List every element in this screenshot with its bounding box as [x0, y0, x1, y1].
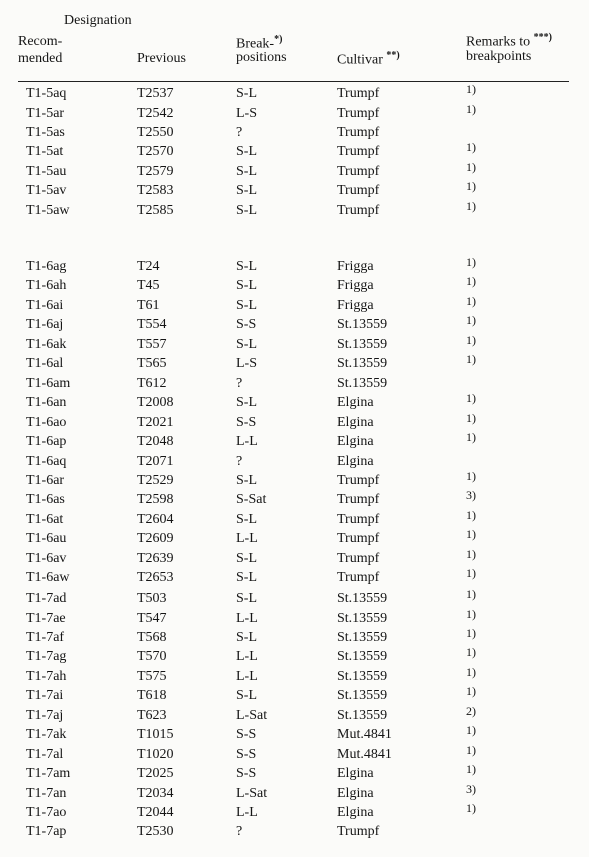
recommended-cell: T1-7ao	[26, 805, 67, 820]
remarks-cell: 1)	[466, 159, 476, 174]
breakposition-cell: S-S	[236, 414, 257, 430]
recommended-cell: T1-6an	[26, 395, 67, 411]
cultivar-cell: Elgina	[337, 766, 374, 781]
breakpositions-label: Break-	[236, 36, 275, 52]
breakposition-cell: ?	[236, 824, 243, 840]
cultivar-cell: Trumpf	[337, 511, 380, 527]
remarks-cell: 1)	[466, 664, 476, 679]
breakposition-cell: L-L	[236, 434, 258, 449]
recommended-cell: T1-7ad	[26, 591, 67, 606]
table-row	[0, 124, 589, 143]
table-row	[0, 101, 589, 124]
recommended-cell: T1-6ai	[26, 297, 64, 313]
remarks-header-line2: breakpoints	[466, 49, 532, 64]
recommended-cell: T1-6ar	[26, 472, 65, 488]
recommended-cell: T1-5ar	[26, 105, 65, 121]
remarks-cell: 1)	[466, 430, 476, 444]
remarks-cell: 1)	[466, 179, 476, 194]
previous-cell: T2585	[137, 202, 174, 218]
previous-cell: T61	[137, 297, 160, 313]
recommended-cell: T1-6aq	[26, 453, 67, 469]
cultivar-cell: Trumpf	[337, 86, 380, 101]
remarks-cell: 1)	[466, 313, 476, 328]
breakpositions-footnote-mark: *)	[274, 34, 283, 45]
header-rule	[18, 81, 569, 82]
cultivar-cell: Mut.4841	[337, 746, 392, 762]
remarks-cell: 1)	[466, 332, 476, 347]
recommended-cell: T1-5aw	[26, 202, 70, 218]
recommended-cell: T1-7ah	[26, 668, 67, 684]
breakposition-cell: S-L	[236, 297, 257, 313]
breakposition-cell: S-L	[236, 336, 257, 352]
breakposition-cell: ?	[236, 124, 243, 140]
remarks-cell: 1)	[466, 762, 476, 776]
recommended-cell: T1-7af	[26, 629, 65, 645]
recommended-cell: T1-7al	[26, 746, 64, 762]
cultivar-cell: St.13559	[337, 356, 388, 372]
recommended-cell: T1-5au	[26, 163, 67, 179]
table-row	[0, 375, 589, 394]
table-row	[0, 645, 589, 667]
previous-cell: T2530	[137, 824, 174, 840]
previous-cell: T2048	[137, 434, 174, 449]
breakposition-cell: S-L	[236, 259, 257, 274]
table-row	[0, 453, 589, 472]
previous-cell: T2537	[137, 86, 174, 101]
remarks-cell: 1)	[466, 587, 476, 601]
breakposition-cell: S-L	[236, 202, 257, 218]
previous-cell: T623	[137, 707, 167, 723]
recommended-cell: T1-5as	[26, 124, 65, 140]
cultivar-cell: St.13559	[337, 629, 388, 645]
previous-cell: T24	[137, 259, 160, 274]
recommended-cell: T1-6at	[26, 511, 64, 527]
table-row	[0, 742, 589, 765]
cultivar-cell: St.13559	[337, 336, 388, 352]
previous-cell: T2529	[137, 472, 174, 488]
recommended-header-line1: Recom-	[18, 34, 63, 49]
cultivar-cell: St.13559	[337, 668, 388, 684]
breakposition-cell: S-L	[236, 278, 257, 294]
previous-cell: T557	[137, 336, 167, 352]
cultivar-cell: Elgina	[337, 785, 374, 801]
previous-cell: T2639	[137, 550, 174, 566]
table-row	[0, 255, 589, 277]
previous-cell: T2653	[137, 570, 174, 586]
breakposition-cell: L-L	[236, 649, 258, 665]
cultivar-cell: St.13559	[337, 375, 388, 391]
table-row	[0, 430, 589, 452]
remarks-label: Remarks to	[466, 34, 531, 50]
recommended-cell: T1-6ak	[26, 336, 67, 352]
breakposition-cell: L-Sat	[236, 707, 268, 723]
recommended-cell: T1-6ap	[26, 434, 67, 449]
previous-cell: T2071	[137, 453, 174, 469]
recommended-cell: T1-6aw	[26, 570, 70, 586]
remarks-cell: 1)	[466, 468, 476, 483]
cultivar-cell: Trumpf	[337, 163, 380, 179]
breakposition-cell: S-L	[236, 86, 257, 101]
breakposition-cell: L-L	[236, 531, 258, 547]
previous-cell: T2542	[137, 105, 174, 121]
remarks-cell: 1)	[466, 274, 476, 289]
breakposition-cell: ?	[236, 453, 243, 469]
table-row	[0, 587, 589, 609]
previous-cell: T2579	[137, 163, 174, 179]
previous-cell: T2583	[137, 183, 174, 199]
table-row	[0, 546, 589, 569]
table-row	[0, 625, 589, 648]
cultivar-cell: Elgina	[337, 805, 374, 820]
table-row	[0, 684, 589, 706]
breakposition-cell: L-L	[236, 805, 258, 820]
remarks-cell: 1)	[466, 507, 476, 522]
remarks-cell: 1)	[466, 410, 476, 425]
table-row	[0, 468, 589, 491]
cultivar-cell: St.13559	[337, 591, 388, 606]
breakposition-cell: S-L	[236, 144, 257, 160]
cultivar-cell: St.13559	[337, 707, 388, 723]
recommended-cell: T1-6au	[26, 531, 67, 547]
designation-header: Designation	[64, 13, 132, 28]
breakposition-cell: S-S	[236, 766, 257, 781]
table-row	[0, 664, 589, 687]
table-row	[0, 488, 589, 510]
table-row	[0, 140, 589, 162]
cultivar-cell: Trumpf	[337, 550, 380, 566]
previous-cell: T2570	[137, 144, 174, 160]
table-row	[0, 527, 589, 549]
recommended-cell: T1-7ak	[26, 727, 67, 743]
cultivar-cell: Trumpf	[337, 570, 380, 586]
remarks-footnote-mark: ***)	[533, 32, 552, 43]
cultivar-cell: Elgina	[337, 453, 374, 469]
previous-cell: T565	[137, 356, 167, 372]
remarks-cell: 1)	[466, 101, 476, 116]
cultivar-cell: Elgina	[337, 434, 374, 449]
cultivar-footnote-mark: **)	[386, 50, 400, 61]
remarks-cell: 1)	[466, 82, 476, 96]
breakposition-cell: S-L	[236, 570, 257, 586]
breakposition-cell: L-S	[236, 105, 257, 121]
previous-cell: T575	[137, 668, 167, 684]
previous-cell: T503	[137, 591, 167, 606]
table-row	[0, 391, 589, 413]
breakposition-cell: S-L	[236, 511, 257, 527]
cultivar-cell: Frigga	[337, 297, 374, 313]
remarks-cell: 2)	[466, 703, 476, 718]
recommended-cell: T1-7an	[26, 785, 67, 801]
remarks-cell: 1)	[466, 255, 476, 269]
remarks-cell: 1)	[466, 606, 476, 621]
recommended-header-line2: mended	[18, 51, 63, 66]
cultivar-cell: Trumpf	[337, 144, 380, 160]
breakposition-cell: S-S	[236, 727, 257, 743]
previous-cell: T2021	[137, 414, 174, 430]
breakposition-cell: S-L	[236, 629, 257, 645]
table-row	[0, 313, 589, 335]
table-row	[0, 781, 589, 804]
breakposition-cell: L-S	[236, 356, 257, 372]
previous-cell: T1020	[137, 746, 174, 762]
breakposition-cell: S-S	[236, 746, 257, 762]
cultivar-cell: Trumpf	[337, 124, 380, 140]
breakpositions-header-line2: positions	[236, 50, 287, 65]
table-row	[0, 723, 589, 745]
previous-cell: T2044	[137, 805, 174, 820]
recommended-cell: T1-7ae	[26, 610, 66, 626]
cultivar-cell: Mut.4841	[337, 727, 392, 743]
table-row	[0, 566, 589, 588]
previous-cell: T2034	[137, 785, 174, 801]
cultivar-cell: Trumpf	[337, 824, 380, 840]
cultivar-cell: Elgina	[337, 414, 374, 430]
remarks-cell: 1)	[466, 723, 476, 738]
table-row	[0, 179, 589, 201]
remarks-cell: 3)	[466, 781, 476, 796]
table-row	[0, 606, 589, 629]
table-row	[0, 823, 589, 842]
table-row	[0, 352, 589, 374]
cultivar-header	[337, 47, 400, 69]
recommended-cell: T1-5av	[26, 183, 67, 199]
previous-cell: T547	[137, 610, 167, 626]
previous-cell: T1015	[137, 727, 174, 743]
cultivar-label: Cultivar	[337, 52, 383, 68]
previous-cell: T2008	[137, 395, 174, 411]
previous-cell: T2550	[137, 124, 174, 140]
table-row	[0, 332, 589, 355]
remarks-cell: 1)	[466, 566, 476, 581]
cultivar-cell: Trumpf	[337, 202, 380, 218]
breakposition-cell: S-L	[236, 183, 257, 199]
breakposition-cell: S-L	[236, 395, 257, 411]
breakposition-cell: L-Sat	[236, 785, 268, 801]
remarks-cell: 1)	[466, 527, 476, 542]
cultivar-cell: St.13559	[337, 610, 388, 626]
previous-cell: T618	[137, 688, 167, 704]
recommended-cell: T1-7am	[26, 766, 71, 781]
cultivar-cell: Frigga	[337, 278, 374, 294]
cultivar-cell: Trumpf	[337, 492, 380, 508]
recommended-cell: T1-6am	[26, 375, 71, 391]
recommended-cell: T1-5at	[26, 144, 64, 160]
recommended-cell: T1-5aq	[26, 86, 67, 101]
breakposition-cell: S-Sat	[236, 492, 267, 508]
recommended-cell: T1-6ag	[26, 259, 67, 274]
remarks-cell: 1)	[466, 140, 476, 155]
recommended-cell: T1-6ah	[26, 278, 67, 294]
previous-cell: T570	[137, 649, 167, 665]
remarks-cell: 1)	[466, 352, 476, 367]
breakposition-cell: S-L	[236, 472, 257, 488]
recommended-cell: T1-6av	[26, 550, 67, 566]
table-row	[0, 801, 589, 823]
cultivar-cell: St.13559	[337, 317, 388, 333]
breakposition-cell: S-L	[236, 591, 257, 606]
previous-cell: T568	[137, 629, 167, 645]
previous-cell: T554	[137, 317, 167, 333]
recommended-cell: T1-7ag	[26, 649, 67, 665]
breakposition-cell: S-S	[236, 317, 257, 333]
previous-cell: T2609	[137, 531, 174, 547]
remarks-cell: 1)	[466, 801, 476, 815]
previous-cell: T2604	[137, 511, 174, 527]
previous-cell: T2598	[137, 492, 174, 508]
cultivar-cell: Trumpf	[337, 472, 380, 488]
table-row	[0, 762, 589, 784]
table-row	[0, 293, 589, 316]
table-row	[0, 274, 589, 296]
remarks-cell: 3)	[466, 488, 476, 503]
table-row	[0, 410, 589, 433]
recommended-cell: T1-7ai	[26, 688, 64, 704]
cultivar-cell: Frigga	[337, 259, 374, 274]
breakposition-cell: ?	[236, 375, 243, 391]
table-row	[0, 82, 589, 104]
breakposition-cell: S-L	[236, 550, 257, 566]
table-row	[0, 703, 589, 726]
breakposition-cell: S-L	[236, 688, 257, 704]
remarks-cell: 1)	[466, 546, 476, 561]
breakposition-cell: S-L	[236, 163, 257, 179]
recommended-cell: T1-7aj	[26, 707, 64, 723]
cultivar-cell: Trumpf	[337, 105, 380, 121]
previous-cell: T45	[137, 278, 160, 294]
breakposition-cell: L-L	[236, 610, 258, 626]
previous-header: Previous	[137, 51, 186, 66]
remarks-cell: 1)	[466, 293, 476, 308]
remarks-cell: 1)	[466, 391, 476, 406]
remarks-cell: 1)	[466, 198, 476, 213]
cultivar-cell: St.13559	[337, 688, 388, 704]
recommended-cell: T1-6ao	[26, 414, 67, 430]
recommended-cell: T1-6as	[26, 492, 65, 508]
breakposition-cell: L-L	[236, 668, 258, 684]
cultivar-cell: St.13559	[337, 649, 388, 665]
cultivar-cell: Elgina	[337, 395, 374, 411]
previous-cell: T612	[137, 375, 167, 391]
remarks-cell: 1)	[466, 684, 476, 699]
recommended-cell: T1-7ap	[26, 824, 67, 840]
recommended-cell: T1-6aj	[26, 317, 64, 333]
table-row	[0, 507, 589, 530]
cultivar-cell: Trumpf	[337, 183, 380, 199]
recommended-cell: T1-6al	[26, 356, 64, 372]
remarks-cell: 1)	[466, 625, 476, 640]
previous-cell: T2025	[137, 766, 174, 781]
cultivar-cell: Trumpf	[337, 531, 380, 547]
table-row	[0, 159, 589, 182]
remarks-cell: 1)	[466, 645, 476, 660]
remarks-cell: 1)	[466, 742, 476, 757]
table-row	[0, 198, 589, 221]
